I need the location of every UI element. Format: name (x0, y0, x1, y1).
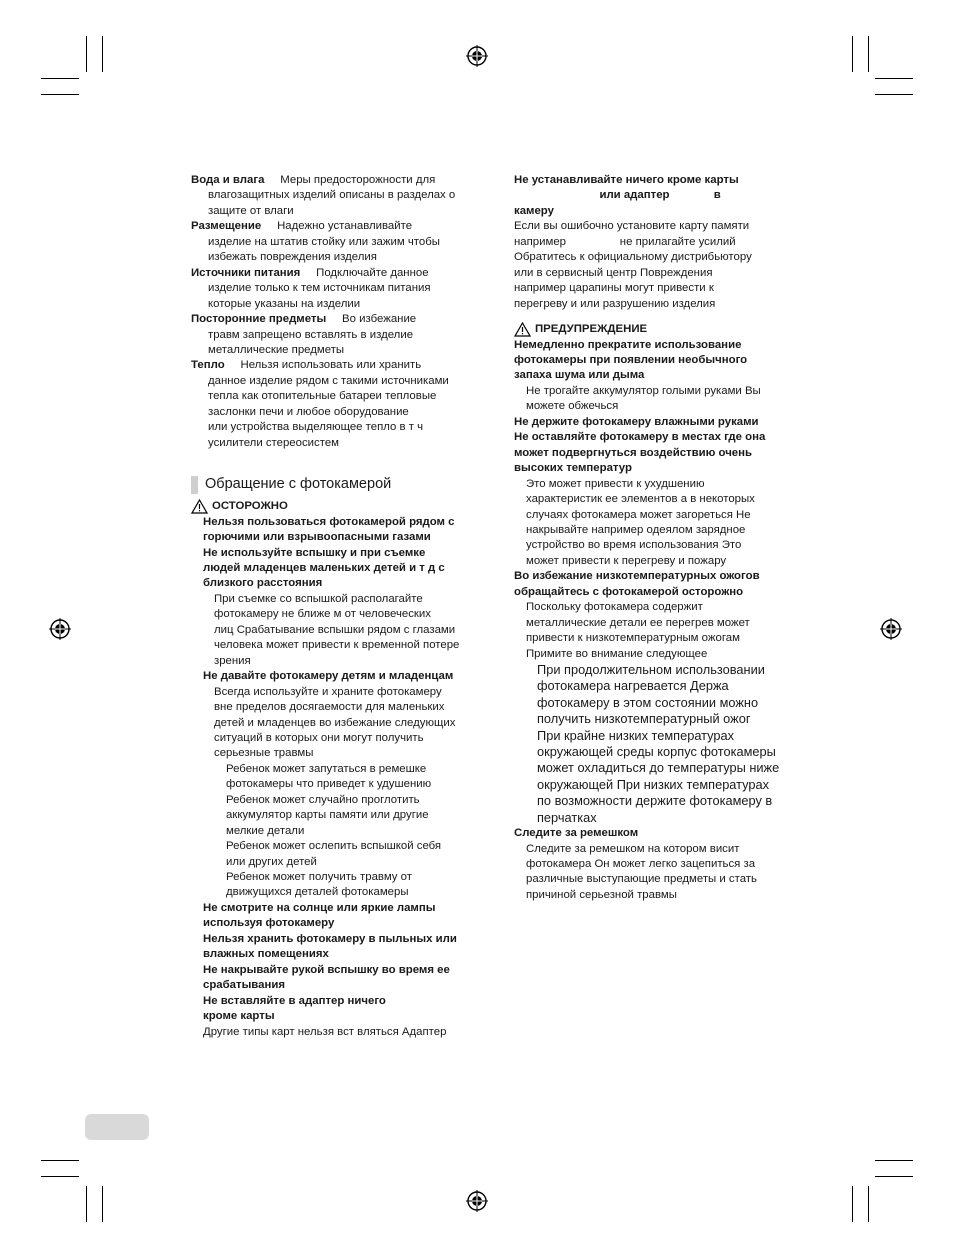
caution-line: аккумулятор карты памяти или другие (226, 809, 429, 822)
definition-text: Надежно устанавливайте (277, 220, 413, 233)
burn-note-line: фотокамеру в этом состоянии можно (537, 694, 759, 710)
caution-line: Не смотрите на солнце или яркие лампы (203, 901, 436, 914)
caution-line: Всегда используйте и храните фотокамеру (214, 685, 442, 698)
caution-line: мелкие детали (226, 824, 305, 837)
definition-continuation: избежать повреждения изделия (208, 251, 377, 264)
card-notice-line: Если вы ошибочно установите карту памяти (514, 220, 750, 233)
caution-icon (191, 499, 208, 514)
crop-mark (875, 94, 913, 95)
warning-line: Не трогайте аккумулятор голыми руками Вы (526, 384, 761, 397)
definition-continuation: металлические предметы (208, 343, 345, 356)
strap-line: Следите за ремешком (514, 827, 639, 840)
crop-mark (875, 1160, 913, 1161)
crop-mark (102, 1186, 103, 1222)
definition-continuation: травм запрещено вставлять в изделие (208, 328, 414, 341)
crop-mark (102, 36, 103, 72)
crop-mark (41, 1176, 79, 1177)
term-gap (300, 267, 316, 279)
crop-mark (41, 78, 79, 79)
definition-text: Подключайте данное (316, 266, 429, 279)
warning-line: может привести к перегреву и пожару (526, 554, 727, 567)
caution-line: горючими или взрывоопасными газами (203, 531, 431, 544)
caution-line: Ребенок может запутаться в ремешке (226, 762, 427, 775)
burn-note-line: окружающей При низких температурах (537, 776, 770, 792)
warning-line: Примите во внимание следующее (526, 647, 708, 660)
card-notice-line: Не устанавливайте ничего кроме карты (514, 174, 739, 186)
burn-note-line: может охладиться до температуры ниже (537, 760, 780, 776)
definition-term: Вода и влага (191, 174, 265, 186)
definition-continuation: тепла как отопительные батареи тепловые (208, 390, 437, 403)
term-gap (225, 359, 241, 371)
warning-line: можете обжечься (526, 400, 619, 413)
warning-line: Не держите фотокамеру влажными руками (514, 415, 759, 428)
definition-first-line (191, 358, 487, 373)
caution-line: серьезные травмы (214, 747, 314, 760)
definition-continuation: изделие на штатив стойку или зажим чтобы (208, 235, 440, 248)
registration-mark-icon (880, 618, 902, 640)
warning-line: привести к низкотемпературным ожогам (526, 632, 740, 645)
crop-mark (875, 1176, 913, 1177)
crop-mark (868, 1186, 869, 1222)
definition-text: Меры предосторожности для (280, 174, 436, 186)
crop-mark (41, 94, 79, 95)
caution-line: Другие типы карт нельзя вст вляться Адаптер (203, 1025, 447, 1038)
card-notice-line: например царапины могут привести к (514, 282, 714, 295)
definition-continuation: данное изделие рядом с такими источниками (208, 374, 449, 387)
caution-line: Не давайте фотокамеру детям и младенцам (203, 670, 454, 683)
caution-line: кроме карты (203, 1010, 275, 1023)
definition-term: Источники питания (191, 266, 301, 279)
definition-continuation: влагозащитных изделий описаны в разделах о (208, 189, 456, 202)
card-notice-line: Обратитесь к официальному дистрибьютору (514, 251, 752, 264)
definition-continuation: усилители стереосистем (208, 436, 339, 449)
strap-line: различные выступающие предметы и стать (526, 873, 757, 886)
caution-line: Нельзя хранить фотокамеру в пыльных или (203, 932, 457, 945)
caution-line: вне пределов досягаемости для маленьких (214, 701, 445, 714)
burn-note-line: окружающей среды корпус фотокамеры (537, 744, 776, 760)
burn-note-line: перчатках (537, 809, 597, 825)
caution-line: Не вставляйте в адаптер ничего (203, 994, 386, 1007)
warning-label: ПРЕДУПРЕЖДЕНИЕ (535, 323, 648, 336)
strap-line: фотокамера Он может легко зацепиться за (526, 858, 756, 871)
strap-line: причиной серьезной травмы (526, 888, 677, 901)
caution-line: Нельзя пользоваться фотокамерой рядом с (203, 515, 455, 528)
caution-line: Ребенок может получить травму от (226, 871, 412, 884)
warning-line: Не оставляйте фотокамеру в местах где она (514, 431, 766, 444)
caution-line: человека может привести к временной потере (214, 639, 460, 652)
warning-line: металлические детали ее перегрев может (526, 616, 750, 629)
section-heading (191, 475, 487, 495)
warning-heading (514, 322, 794, 337)
crop-mark (852, 1186, 853, 1222)
burn-note-line: При продолжительном использовании (537, 662, 765, 678)
definition-item (191, 266, 487, 312)
definition-continuation: или устройства выделяющее тепло в т ч (208, 421, 424, 434)
caution-line: лиц Срабатывание вспышки рядом с глазами (214, 623, 456, 636)
definition-continuation: заслонки печи и любое оборудование (208, 405, 409, 418)
crop-mark (875, 78, 913, 79)
warning-line: обращайтесь с фотокамерой осторожно (514, 585, 744, 598)
warning-line: накрывайте например одеялом зарядное (526, 523, 746, 536)
warning-line: Немедленно прекратите использование (514, 338, 742, 351)
definition-first-line (191, 312, 487, 327)
caution-line: Не накрывайте рукой вспышку во время ее (203, 963, 450, 976)
warning-text (514, 338, 794, 663)
caution-line: При съемке со вспышкой располагайте (214, 592, 423, 605)
caution-line: людей младенцев маленьких детей и т д с (203, 561, 445, 574)
left-column (191, 173, 487, 1040)
caution-line: движущихся деталей фотокамеры (226, 886, 409, 899)
definition-first-line (191, 266, 487, 281)
burn-note-line: по возможности держите фотокамеру в (537, 793, 773, 809)
definition-term: Размещение (191, 220, 262, 233)
card-notice-line: например не прилагайте усилий (514, 235, 736, 248)
caution-line: или других детей (226, 855, 317, 868)
registration-mark-icon (466, 45, 488, 67)
definition-term: Тепло (191, 359, 225, 372)
caution-line: используя фотокамеру (203, 917, 335, 930)
strap-line: Следите за ремешком на котором висит (526, 842, 740, 855)
registration-mark-icon (49, 618, 71, 640)
crop-mark (852, 36, 853, 72)
burn-note-line: При крайне низких температурах (537, 727, 735, 743)
caution-heading (191, 499, 487, 514)
crop-mark (41, 1160, 79, 1161)
registration-mark-icon (466, 1190, 488, 1212)
burn-note-line: получить низкотемпературный ожог (537, 711, 751, 727)
caution-line: Ребенок может ослепить вспышкой себя (226, 840, 442, 853)
caution-line: фотокамеры что приведет к удушению (226, 778, 432, 791)
card-notice-line: перегреву и или разрушению изделия (514, 297, 716, 310)
warning-line: Поскольку фотокамера содержит (526, 601, 703, 614)
warning-line: высоких температур (514, 462, 632, 475)
term-gap (264, 174, 280, 186)
definition-first-line (191, 173, 487, 188)
definition-list (191, 173, 487, 451)
warning-line: может подвергнуться воздействию очень (514, 446, 753, 459)
term-gap (326, 313, 342, 325)
crop-mark (86, 36, 87, 72)
caution-line: близкого расстояния (203, 577, 323, 590)
definition-item (191, 358, 487, 451)
caution-line: ситуаций в которых они могут получить (214, 731, 424, 744)
burn-note-line: фотокамера нагревается Держа (537, 678, 729, 694)
page-number-tab (85, 1114, 149, 1140)
definition-first-line (191, 219, 487, 234)
definition-item (191, 173, 487, 219)
crop-mark (86, 1186, 87, 1222)
caution-line: Ребенок может случайно проглотить (226, 793, 420, 806)
card-notice-line: или в сервисный центр Повреждения (514, 266, 713, 279)
definition-text: Нельзя использовать или хранить (240, 359, 422, 372)
warning-line: Это может привести к ухудшению (526, 477, 705, 490)
definition-continuation: изделие только к тем источникам питания (208, 282, 431, 295)
warning-line: характеристик ее элементов а в некоторых (526, 493, 755, 506)
warning-icon (514, 322, 531, 337)
burn-notes (514, 662, 794, 826)
caution-line: Не используйте вспышку и при съемке (203, 546, 426, 559)
caution-line: фотокамеру не ближе м от человеческих (214, 608, 431, 621)
card-notice (514, 173, 794, 312)
definition-item (191, 312, 487, 358)
card-notice-line: камеру (514, 204, 554, 217)
warning-line: случаях фотокамера может загореться Не (526, 508, 751, 521)
definition-continuation: которые указаны на изделии (208, 297, 361, 310)
warning-line: устройство во время использования Это (526, 539, 742, 552)
card-notice-line: или адаптер в (514, 189, 721, 202)
definition-item (191, 219, 487, 265)
caution-label: ОСТОРОЖНО (212, 500, 288, 513)
definition-text: Во избежание (342, 313, 417, 326)
crop-mark (868, 36, 869, 72)
strap-notice (514, 826, 794, 903)
right-column (514, 173, 794, 903)
caution-line: срабатывания (203, 979, 286, 992)
caution-text (191, 515, 487, 1040)
caution-line: влажных помещениях (203, 948, 329, 961)
section-title: Обращение с фотокамерой (205, 476, 392, 493)
term-gap (261, 220, 277, 232)
warning-line: Во избежание низкотемпературных ожогов (514, 570, 760, 583)
definition-term: Посторонние предметы (191, 313, 327, 326)
definition-continuation: защите от влаги (208, 204, 294, 217)
caution-line: детей и младенцев во избежание следующих (214, 716, 456, 729)
warning-line: фотокамеры при появлении необычного (514, 353, 748, 366)
warning-line: запаха шума или дыма (514, 369, 645, 382)
caution-line: зрения (214, 654, 251, 667)
section-marker (191, 476, 198, 494)
